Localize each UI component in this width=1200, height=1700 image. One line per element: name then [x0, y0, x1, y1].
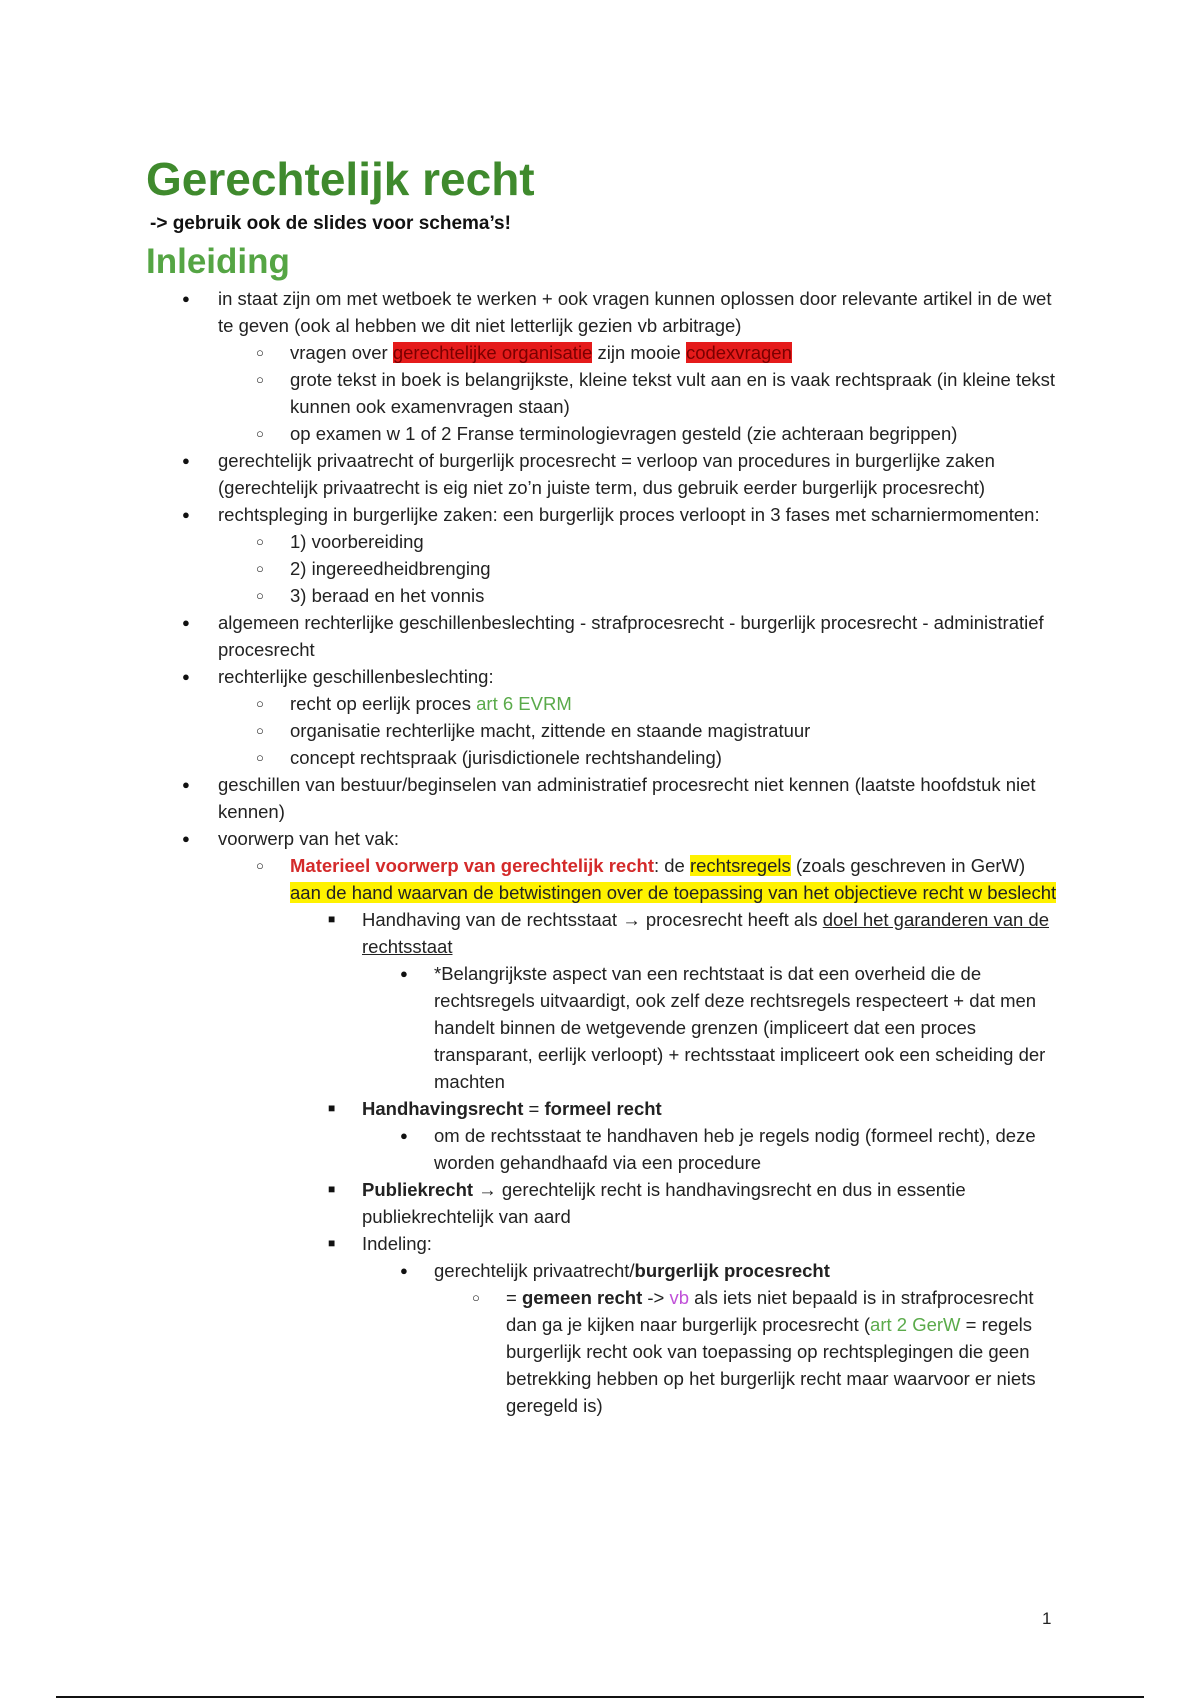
highlight-red: gerechtelijke organisatie	[392, 342, 593, 363]
highlight-red: codexvragen	[685, 342, 792, 363]
sub-item	[290, 339, 1058, 366]
underlined-text: doel het garanderen van de rechtsstaat	[362, 909, 1049, 957]
sub-list	[290, 528, 1058, 609]
sub-item	[290, 690, 1058, 717]
bullet-text: rechtspleging in burgerlijke zaken: een burgerlijk proces verloopt in 3 fases met scharniermomenten:	[218, 504, 1040, 525]
text: → gerechtelijk recht is handhavingsrecht en dus in essentie publiekrechtelijk van aard	[362, 1179, 966, 1227]
dot-list	[434, 1122, 1058, 1176]
dot-item: ● *Belangrijkste aspect van een rechtstaat is dat een overheid die de rechtsregels uitvaardigt, ook zelf deze rechtsregels respecteert + dat men handelt binnen de wetgevende grenzen (impliceert dat een proces transparant, eerlijk verloopt) + rechtsstaat impliceert ook een scheiding der machten	[434, 960, 1058, 1095]
sub-item: ○ 3) beraad en het vonnis	[290, 582, 1058, 609]
square-item	[362, 1230, 1058, 1419]
subtitle-note: -> gebruik ook de slides voor schema’s!	[150, 213, 511, 234]
text: vragen over	[290, 342, 393, 363]
sub-list	[290, 339, 1058, 447]
text: als iets niet bepaald is in strafprocesrecht dan ga je kijken naar burgerlijk procesrecht (	[506, 1287, 1034, 1335]
bullet-item	[218, 501, 1058, 609]
bullet-text: rechterlijke geschillenbeslechting:	[218, 666, 494, 687]
text: Indeling:	[362, 1233, 432, 1254]
article-reference: art 6 EVRM	[476, 693, 572, 714]
square-list	[362, 906, 1058, 1419]
bold-term: gemeen recht	[521, 1287, 643, 1308]
square-item	[362, 1176, 1058, 1230]
highlight-yellow: rechtsregels	[689, 855, 791, 876]
dot-item	[434, 1257, 1058, 1419]
bold-term: Handhavingsrecht	[362, 1098, 524, 1119]
page-title: Gerechtelijk recht	[146, 153, 535, 205]
dot-item: ● om de rechtsstaat te handhaven heb je regels nodig (formeel recht), deze worden gehandhaafd via een procedure	[434, 1122, 1058, 1176]
sub-item	[290, 852, 1058, 1419]
article-reference: art 2 GerW	[870, 1314, 961, 1335]
highlight-yellow: aan de hand waarvan de betwistingen over de toepassing van het objectieve recht w beslecht	[290, 882, 1057, 903]
sub-item: ○ organisatie rechterlijke macht, zittende en staande magistratuur	[290, 717, 1058, 744]
page-number: 1	[1042, 1609, 1052, 1628]
text: (zoals geschreven in GerW)	[790, 855, 1026, 876]
text: zijn mooie	[592, 342, 686, 363]
sub-list	[290, 690, 1058, 771]
bold-term: Publiekrecht	[362, 1179, 474, 1200]
bullet-item	[218, 285, 1058, 447]
bold-term: burgerlijk procesrecht	[634, 1260, 830, 1281]
bullet-item: ● algemeen rechterlijke geschillenbeslechting - strafprocesrecht - burgerlijk procesrecht - administratief procesrecht	[218, 609, 1058, 663]
circle-item	[506, 1284, 1058, 1419]
bold-term: formeel recht	[544, 1098, 662, 1119]
bullet-text: voorwerp van het vak:	[218, 828, 399, 849]
text: =	[523, 1098, 545, 1119]
circle-list	[506, 1284, 1058, 1419]
square-item	[362, 1095, 1058, 1176]
text: =	[506, 1287, 522, 1308]
red-term: Materieel voorwerp van gerechtelijk recht	[290, 855, 654, 876]
text: : de	[653, 855, 690, 876]
bullet-item: ● gerechtelijk privaatrecht of burgerlijk procesrecht = verloop van procedures in burgerlijke zaken (gerechtelijk privaatrecht is eig niet zo’n juiste term, dus gebruik eerder burgerlijk procesrecht)	[218, 447, 1058, 501]
footer-divider	[56, 1696, 1144, 1698]
sub-list	[290, 852, 1058, 1419]
square-item	[362, 906, 1058, 1095]
sub-item: ○ grote tekst in boek is belangrijkste, kleine tekst vult aan en is vaak rechtspraak (in kleine tekst kunnen ook examenvragen staan)	[290, 366, 1058, 420]
text: = regels burgerlijk recht ook van toepassing op rechtsplegingen die geen betrekking hebben op het burgerlijk recht maar waarvoor er niets geregeld is)	[506, 1314, 1036, 1416]
dot-list	[434, 1257, 1058, 1419]
bullet-text: in staat zijn om met wetboek te werken + ook vragen kunnen oplossen door relevante artikel in de wet te geven (ook al hebben we dit niet letterlijk gezien vb arbitrage)	[218, 288, 1052, 336]
example-marker: vb	[669, 1287, 690, 1308]
sub-item: ○ 2) ingereedheidbrenging	[290, 555, 1058, 582]
sub-item: ○ concept rechtspraak (jurisdictionele rechtshandeling)	[290, 744, 1058, 771]
sub-item: ○ op examen w 1 of 2 Franse terminologievragen gesteld (zie achteraan begrippen)	[290, 420, 1058, 447]
text: Handhaving van de rechtsstaat → procesrecht heeft als	[362, 909, 823, 930]
sub-item: ○ 1) voorbereiding	[290, 528, 1058, 555]
section-heading: Inleiding	[146, 242, 290, 281]
text: gerechtelijk privaatrecht/	[434, 1260, 635, 1281]
text: recht op eerlijk proces	[290, 693, 477, 714]
bullet-item	[218, 825, 1058, 1419]
notes-content	[218, 285, 1058, 1419]
dot-list	[434, 960, 1058, 1095]
text: ->	[642, 1287, 670, 1308]
bullet-item: ● geschillen van bestuur/beginselen van administratief procesrecht niet kennen (laatste hoofdstuk niet kennen)	[218, 771, 1058, 825]
bullet-list	[218, 285, 1058, 1419]
bullet-item	[218, 663, 1058, 771]
